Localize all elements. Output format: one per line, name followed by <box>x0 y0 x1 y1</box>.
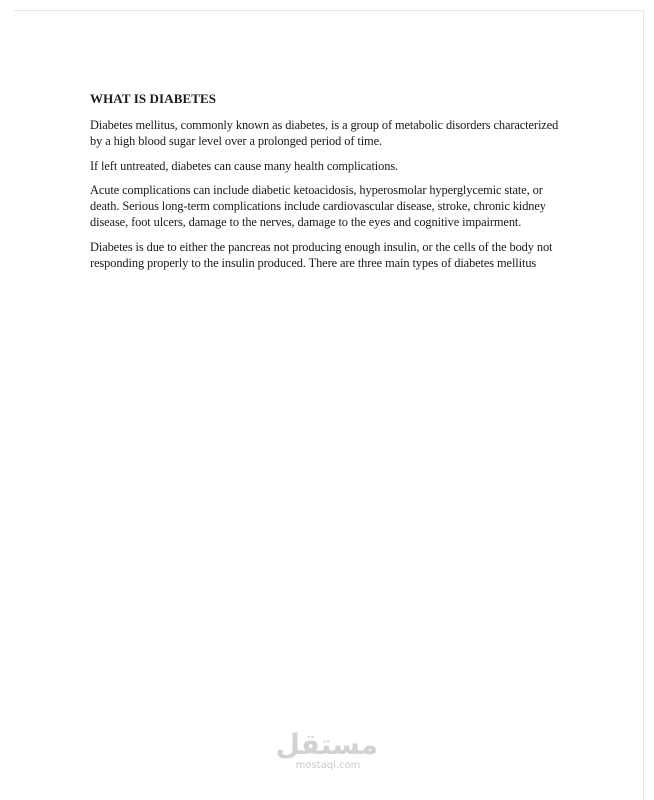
watermark-url: mostaql.com <box>295 760 361 771</box>
document-heading: WHAT IS DIABETES <box>90 91 217 106</box>
paragraph-untreated: If left untreated, diabetes can cause many health complications. <box>90 158 399 173</box>
mostaql-watermark <box>275 728 378 772</box>
mostaql-logo-icon: مستقل <box>275 728 378 761</box>
paragraph-definition: Diabetes mellitus, commonly known as diabetes, is a group of metabolic disorders characterized by a high blood sugar level over a prolonged period of time. <box>90 118 559 149</box>
document-body <box>90 91 560 279</box>
paragraph-causes: Diabetes is due to either the pancreas not producing enough insulin, or the cells of the body not responding properly to the insulin produced. There are three main types of diabetes mellitus <box>90 239 553 271</box>
paragraph-complications: Acute complications can include diabetic ketoacidosis, hyperosmolar hyperglycemic state, or death. Serious long-term complications include cardiovascular disease, stroke, chronic kidney disease, foot ulcers, damage to the nerves, damage to the eyes and cognitive impairment. <box>90 182 546 230</box>
